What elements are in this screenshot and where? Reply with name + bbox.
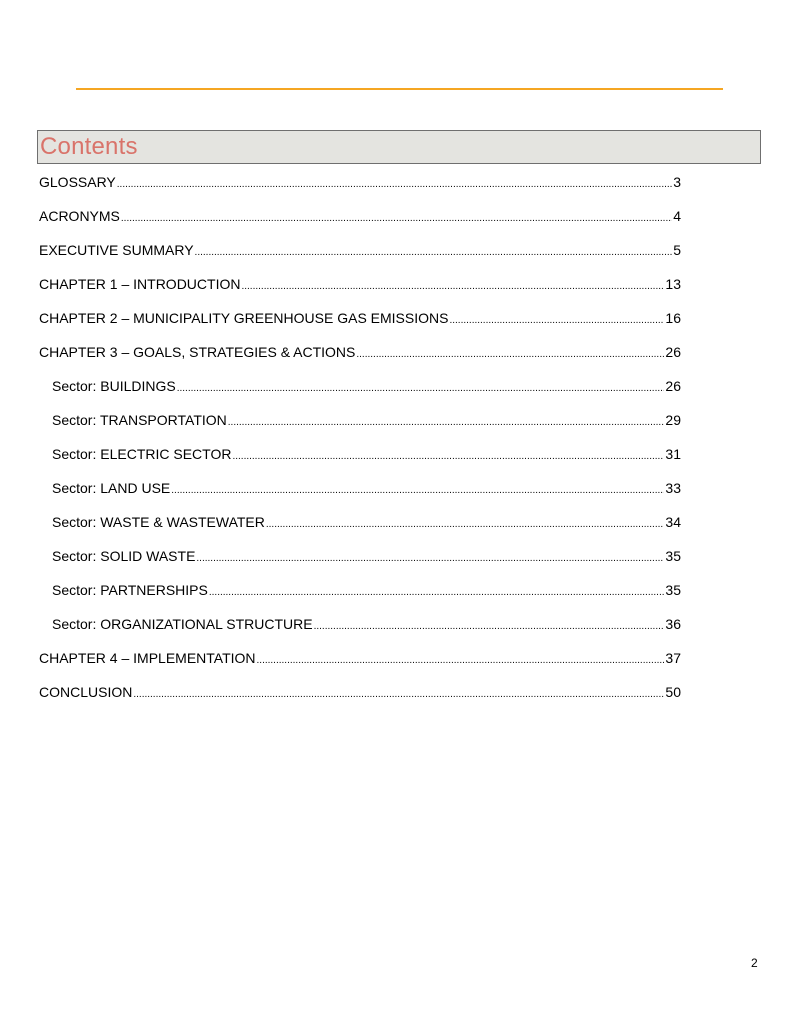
toc-entry-label: Sector: TRANSPORTATION bbox=[52, 412, 227, 428]
toc-dot-leader bbox=[232, 445, 664, 469]
toc-entry-label: Sector: PARTNERSHIPS bbox=[52, 582, 208, 598]
toc-dot-leader bbox=[356, 343, 664, 367]
contents-heading-box bbox=[37, 130, 761, 164]
toc-entry-page: 34 bbox=[665, 514, 681, 530]
toc-entry-label: Sector: BUILDINGS bbox=[52, 378, 176, 394]
toc-entry-label: CHAPTER 1 – INTRODUCTION bbox=[39, 276, 241, 292]
toc-entry-label: GLOSSARY bbox=[39, 174, 116, 190]
toc-entry-page: 35 bbox=[665, 582, 681, 598]
toc-entry-label: CHAPTER 3 – GOALS, STRATEGIES & ACTIONS bbox=[39, 344, 356, 360]
toc-entry-page: 29 bbox=[665, 412, 681, 428]
toc-entry-page: 16 bbox=[665, 310, 681, 326]
toc-dot-leader bbox=[266, 513, 665, 537]
toc-entry-sector-transportation[interactable] bbox=[39, 408, 681, 442]
toc-entry-label: EXECUTIVE SUMMARY bbox=[39, 242, 194, 258]
toc-entry-page: 5 bbox=[673, 242, 681, 258]
toc-entry-sector-buildings[interactable] bbox=[39, 374, 681, 408]
toc-dot-leader bbox=[133, 683, 664, 707]
page-number: 2 bbox=[751, 956, 758, 970]
toc-entry-page: 4 bbox=[673, 208, 681, 224]
table-of-contents bbox=[39, 170, 681, 714]
toc-entry-sector-solid-waste[interactable] bbox=[39, 544, 681, 578]
toc-dot-leader bbox=[241, 275, 664, 299]
toc-entry-label: Sector: ORGANIZATIONAL STRUCTURE bbox=[52, 616, 313, 632]
toc-entry-sector-electric[interactable] bbox=[39, 442, 681, 476]
toc-entry-acronyms[interactable] bbox=[39, 204, 681, 238]
toc-entry-conclusion[interactable] bbox=[39, 680, 681, 714]
toc-dot-leader bbox=[196, 547, 664, 571]
toc-dot-leader bbox=[195, 241, 673, 265]
toc-entry-page: 33 bbox=[665, 480, 681, 496]
toc-entry-sector-organizational-structure[interactable] bbox=[39, 612, 681, 646]
toc-entry-chapter-4[interactable] bbox=[39, 646, 681, 680]
toc-entry-page: 31 bbox=[665, 446, 681, 462]
header-accent-rule bbox=[76, 88, 723, 90]
toc-entry-sector-partnerships[interactable] bbox=[39, 578, 681, 612]
toc-entry-chapter-2[interactable] bbox=[39, 306, 681, 340]
toc-entry-label: CONCLUSION bbox=[39, 684, 133, 700]
toc-dot-leader bbox=[177, 377, 665, 401]
toc-dot-leader bbox=[121, 207, 672, 231]
toc-entry-chapter-1[interactable] bbox=[39, 272, 681, 306]
toc-entry-sector-land-use[interactable] bbox=[39, 476, 681, 510]
toc-entry-page: 26 bbox=[665, 378, 681, 394]
toc-entry-label: CHAPTER 2 – MUNICIPALITY GREENHOUSE GAS EMISSIONS bbox=[39, 310, 449, 326]
toc-entry-label: Sector: ELECTRIC SECTOR bbox=[52, 446, 232, 462]
toc-entry-page: 3 bbox=[673, 174, 681, 190]
toc-entry-label: Sector: SOLID WASTE bbox=[52, 548, 196, 564]
toc-dot-leader bbox=[117, 173, 672, 197]
toc-entry-sector-waste-wastewater[interactable] bbox=[39, 510, 681, 544]
toc-dot-leader bbox=[314, 615, 665, 639]
toc-dot-leader bbox=[171, 479, 664, 503]
toc-entry-label: ACRONYMS bbox=[39, 208, 120, 224]
toc-entry-label: CHAPTER 4 – IMPLEMENTATION bbox=[39, 650, 256, 666]
toc-entry-page: 26 bbox=[665, 344, 681, 360]
contents-title: Contents bbox=[40, 133, 138, 160]
toc-entry-page: 50 bbox=[665, 684, 681, 700]
toc-dot-leader bbox=[449, 309, 664, 333]
toc-entry-label: Sector: LAND USE bbox=[52, 480, 171, 496]
toc-entry-executive-summary[interactable] bbox=[39, 238, 681, 272]
toc-entry-chapter-3[interactable] bbox=[39, 340, 681, 374]
toc-entry-page: 36 bbox=[665, 616, 681, 632]
toc-entry-page: 35 bbox=[665, 548, 681, 564]
toc-entry-page: 37 bbox=[665, 650, 681, 666]
toc-entry-page: 13 bbox=[665, 276, 681, 292]
toc-dot-leader bbox=[209, 581, 665, 605]
toc-entry-glossary[interactable] bbox=[39, 170, 681, 204]
toc-entry-label: Sector: WASTE & WASTEWATER bbox=[52, 514, 265, 530]
toc-dot-leader bbox=[257, 649, 665, 673]
toc-dot-leader bbox=[228, 411, 665, 435]
